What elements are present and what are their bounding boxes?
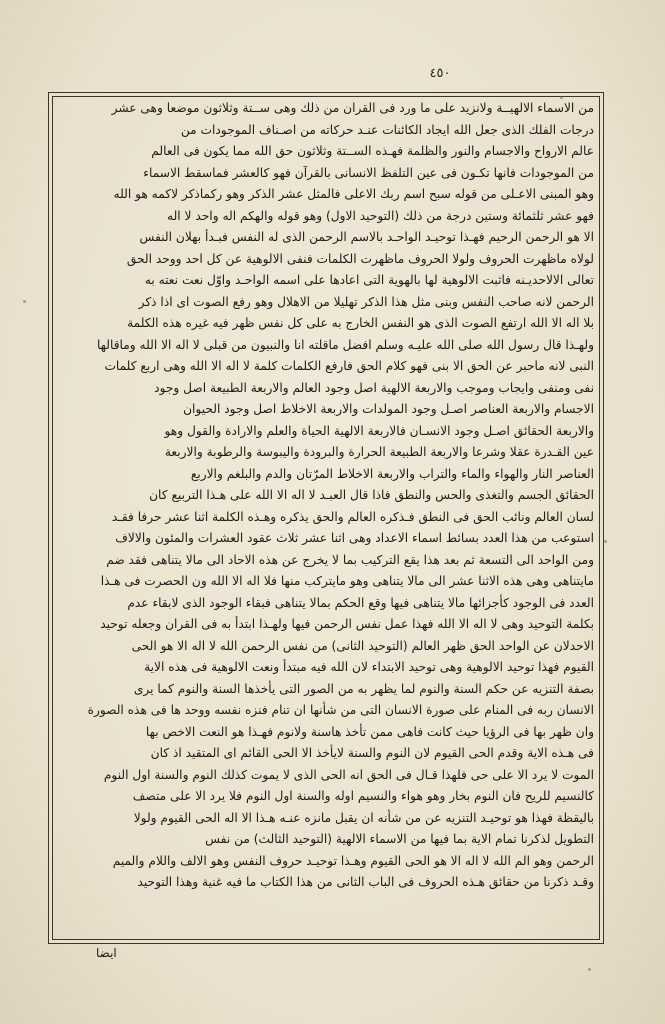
page-number: ٤٥٠ (429, 66, 451, 81)
paper-speck (604, 540, 607, 543)
text-line: الحقائق الجسم والتغذى والحس والنطق فاذا قال العبـد لا اله الا الله على هـذا التربيع كان (149, 488, 594, 502)
text-line: القيوم فهذا توحيد الالوهية وهى توحيد الابتداء لان الله فيه مبتدأ ونعت الالوهية فى هذه الاية (144, 660, 594, 674)
text-line: لولاه ماظهرت الحروف ولولا الحروف ماظهرت الكلمات فنفى الالوهية عن كل احد ووحد الحق (126, 251, 594, 266)
text-line: الرحمن لانه صاحب النفس وبنى مثل هذا الذكر تهليلا من الاهلال وهو رفع الصوت اى اذا ذكر (138, 294, 594, 309)
text-line: من الاسماء الالهيــة ولانزيد على ما ورد فى القران من ذلك وهى ســتة وثلاثون موضعا وهى عشر (111, 101, 594, 115)
text-line: لسان العالم ونائب الحق فى النطق فـذكره العالم والحق يذكره وهـذه الكلمة اثنا عشر حرفا فقـد (111, 509, 594, 524)
text-line: مايتناهى وهى هذه الاثنا عشر الى مالا يتناهى وهو مايتركب منها فلا اله الا الله ون الحصرت فى هـذا (100, 574, 594, 588)
text-line: ومن الواحد الى التسعة ثم بعد هذا يقع التركيب بما لا يخرج عن هذه الاحاد الى مالا يتناهى فقد ضم (106, 552, 594, 567)
text-line: تعالى الالاحديـنه فاثبت الالوهية لها بالهوية التى اعادها على اسمه الواحـد واوّل نعت نعته به (144, 273, 594, 287)
text-line: كالنسيم للريح فان النوم بخار وهو هواء والنسيم اوله والسنة اول النوم فلا يرد الا على متصف (132, 789, 594, 803)
text-line: وقـد ذكرنا من حقائق هـذه الحروف فى الباب الثانى من هذا الكتاب ما فيه غنية وهذا التوحيد (137, 875, 594, 889)
text-line: استوعب من هذا العدد بسائط اسماء الاعداد وهى اثنا عشر ثلاث عقود العشرات والمئون والالاف (115, 531, 594, 545)
catchword: ايضا (96, 946, 117, 960)
text-line: درجات الفلك الذى جعل الله ايجاد الكائنات عنـد حركاته من اصـناف الموجودات من (180, 122, 594, 137)
text-line: الانسان ربه فى المنام على صورة الانسان التى من شأنها ان تنام فنزه نفسه ووحد ها فى هذه الصورة (87, 703, 594, 717)
text-line: العدد فى الوجود كأجزائها مالا يتناهى فيها وقع الحكم بمالا يتناهى فبقاء الوجود الذى لابقاء عدم (127, 595, 594, 610)
text-line: والاربعة الحقائق اصـل وجود الانسـان فالاربعة الالهية الحياة والعلم والارادة والقول وهو (164, 423, 594, 438)
text-line: العناصر النار والهواء والماء والتراب والاربعة الاخلاط المرّتان والدم والبلغم والاربع (190, 466, 594, 481)
text-line: ولهـذا قال رسول الله صلى الله عليـه وسلم افضل ماقلته انا والنبيون من قبلى لا اله الا الله وماقالها (96, 337, 594, 352)
text-line: التطويل لذكرنا تمام الاية بما فيها من الاسماء الالهية (التوحيد الثالث) من نفس (205, 832, 594, 846)
text-line: الرحمن وهو الم الله لا اله الا هو الحى القيوم وهـذا توحيـد حروف النفس وهو الالف واللام والميم (112, 853, 594, 868)
text-line: عالم الارواح والاجسام والنور والظلمة فهـذه الســتة وثلاثون حق الله مما يكون فى العالم (151, 144, 594, 158)
text-line: وان ظهر بها فى الرؤيا حيث كانت فاهى ممن تأخذ هاسنة ولانوم فهـذا هو النعت الاخص بها (145, 724, 594, 739)
text-line: النبى لانه ماحبر عن الحق الا بنى فهو كلام الحق فارفع الكلمات كلمة لا اله الا الله وهى اربع كلمات (104, 359, 594, 373)
paper-speck (588, 968, 591, 971)
text-line: بلا اله الا الله ارتفع الصوت الذى هو النفس الخارج به على كل نفس ظهر فيه غيره هذه الكلمة (127, 316, 594, 330)
text-line: الموت لا يرد الا على حى فلهذا قـال فى الحق انه الحى الذى لا يموت كذلك النوم والسنة اول النوم (103, 767, 594, 782)
text-line: الا هو الرحمن الرحيم فهـذا توحيـد الواحـد بالاسم الرحمن الذى له النفس فبـدأ بهلان النفس (139, 230, 594, 244)
text-line: فهو عشر ثلثمائة وستين درجة من ذلك (التوحيد الاول) وهو قوله والهكم اله واحد لا اله (167, 208, 594, 223)
text-line: الاجسام والاربعة العناصر اصـل وجود المولدات والاربعة الاخلاط اصل وجود الحيوان (183, 402, 594, 416)
text-line: باليقظة فهذا هو توحيـد التنزيه عن من شأنه ان يقبل مانزه عنـه هـذا الا اله الحى القيوم ولولا (133, 810, 594, 825)
text-line: عين القـدرة عقلا وشرعا والاربعة الطبيعة الحرارة والبرودة واليبوسة والرطوبة والاربعة (164, 445, 594, 459)
text-line: نفى ومنفى وايجاب وموجب والاربعة الالهية اصل وجود العالم والاربعة الطبيعة اصل وجود (154, 380, 594, 395)
text-line: وهو المبنى الاعـلى من قوله سبح اسم ربك الاعلى فالمثل عشر الذكر وهو ركماذكر لاكمه هو الله (113, 187, 594, 201)
paper-speck (560, 96, 563, 99)
text-line: فى هـذه الاية وقدم الحى القيوم لان النوم والسنة لايأخذ الا الحى القائم اى المتقيد اذ كان (150, 746, 594, 760)
text-line: الاحدلان عن الواحد الحق ظهر العالم (التوحيد الثانى) من نفس الرحمن الله لا اله الا هو الحى (131, 638, 594, 653)
text-line: بصفة التنزيه عن حكم السنة والنوم لما يظهر به من الصور التى يأخذها السنة والنوم كما يرى (133, 681, 594, 696)
text-line: من الموجودات فانها تكـون فى عين التلفظ الانسانى بالقرآن فهو كالعشر فماسقط الاسماء (143, 165, 594, 180)
text-line: بكلمة التوحيد وهى لا اله الا الله فهذا عمل نفس الرحمن فيها ولهـذا ابتدأ به فى القران وجعله توحيد (100, 617, 594, 631)
arabic-text-body (58, 98, 594, 936)
paper-speck (23, 300, 26, 303)
